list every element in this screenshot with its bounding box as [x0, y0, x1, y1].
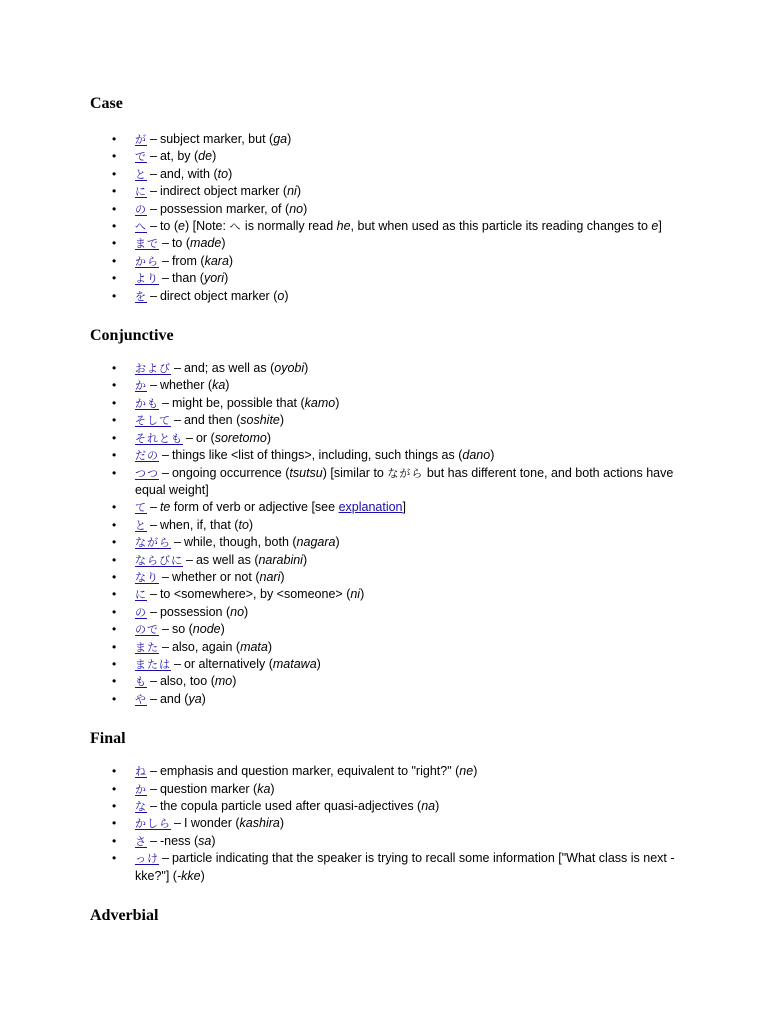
list-item: • っけ – particle indicating that the speaker is trying to recall some information ["What class is next -kke?"] (-kke)	[90, 850, 680, 885]
section-heading: Adverbial	[90, 907, 159, 925]
particle-link[interactable]: の	[135, 202, 147, 216]
list-item: • に – to <somewhere>, by <someone> (ni)	[90, 586, 680, 603]
particle-link[interactable]: そして	[135, 414, 171, 428]
list-item: • および – and; as well as (oyobi)	[90, 360, 680, 377]
list-item: • だの – things like <list of things>, including, such things as (dano)	[90, 447, 680, 464]
particle-list	[90, 131, 680, 305]
particle-link[interactable]: ならびに	[135, 553, 183, 567]
particle-link[interactable]: の	[135, 605, 147, 619]
section-final	[90, 728, 680, 885]
list-item: • より – than (yori)	[90, 270, 680, 287]
particle-list	[90, 763, 680, 885]
list-item: • ながら – while, though, both (nagara)	[90, 534, 680, 551]
list-item: • そして – and then (soshite)	[90, 412, 680, 429]
particle-link[interactable]: も	[135, 675, 147, 689]
list-item: • へ – to (e) [Note: へ is normally read he, but when used as this particle its reading changes to e]	[90, 218, 680, 235]
list-item: • つつ – ongoing occurrence (tsutsu) [similar to ながら but has different tone, and both actions have equal weight]	[90, 465, 680, 500]
particle-link[interactable]: ながら	[135, 536, 171, 550]
particle-link[interactable]: つつ	[135, 466, 159, 480]
list-item: • それとも – or (soretomo)	[90, 430, 680, 447]
list-item: • も – also, too (mo)	[90, 673, 680, 690]
particle-link[interactable]: だの	[135, 449, 159, 463]
particle-link[interactable]: が	[135, 133, 147, 146]
particle-link[interactable]: から	[135, 254, 159, 268]
list-item: • から – from (kara)	[90, 253, 680, 270]
particle-link[interactable]: または	[135, 657, 171, 671]
list-item: • に – indirect object marker (ni)	[90, 183, 680, 200]
list-item: • て – te form of verb or adjective [see explanation]	[90, 499, 680, 516]
list-item: • ので – so (node)	[90, 621, 680, 638]
particle-link[interactable]: かも	[135, 396, 159, 410]
particle-link[interactable]: で	[135, 150, 147, 164]
particle-list	[90, 360, 680, 708]
particle-link[interactable]: なり	[135, 570, 159, 584]
list-item: • ね – emphasis and question marker, equivalent to "right?" (ne)	[90, 763, 680, 780]
section-adverbial	[90, 905, 680, 927]
particle-link[interactable]: また	[135, 640, 159, 654]
list-item: • なり – whether or not (nari)	[90, 569, 680, 586]
list-item: • な – the copula particle used after quasi-adjectives (na)	[90, 798, 680, 815]
list-item: • と – when, if, that (to)	[90, 517, 680, 534]
particle-link[interactable]: さ	[135, 834, 147, 848]
particle-link[interactable]: を	[135, 289, 147, 303]
list-item: • が – subject marker, but (ga)	[90, 131, 680, 148]
particle-link[interactable]: に	[135, 588, 147, 602]
article-body	[90, 93, 680, 927]
list-item: • また – also, again (mata)	[90, 639, 680, 656]
section-heading: Final	[90, 730, 126, 748]
list-item: • または – or alternatively (matawa)	[90, 656, 680, 673]
particle-link[interactable]: か	[135, 379, 147, 393]
list-item: • ならびに – as well as (narabini)	[90, 552, 680, 569]
list-item: • と – and, with (to)	[90, 166, 680, 183]
particle-link[interactable]: に	[135, 185, 147, 199]
explanation-link[interactable]: explanation	[338, 500, 403, 515]
particle-link[interactable]: かしら	[135, 817, 171, 831]
particle-link[interactable]: まで	[135, 237, 159, 251]
list-item: • や – and (ya)	[90, 691, 680, 708]
particle-link[interactable]: っけ	[135, 852, 159, 866]
list-item: • かしら – I wonder (kashira)	[90, 815, 680, 832]
list-item: • まで – to (made)	[90, 235, 680, 252]
particle-link[interactable]: や	[135, 692, 147, 706]
list-item: • の – possession (no)	[90, 604, 680, 621]
particle-link[interactable]: と	[135, 167, 147, 181]
list-item: • さ – -ness (sa)	[90, 833, 680, 850]
section-case	[90, 93, 680, 305]
particle-link[interactable]: か	[135, 782, 147, 796]
list-item: • を – direct object marker (o)	[90, 288, 680, 305]
particle-link[interactable]: より	[135, 272, 159, 286]
particle-link[interactable]: な	[135, 800, 147, 813]
section-heading: Conjunctive	[90, 327, 174, 345]
section-heading: Case	[90, 95, 123, 112]
section-conjunctive	[90, 325, 680, 708]
particle-link[interactable]: それとも	[135, 431, 183, 445]
list-item: • か – whether (ka)	[90, 377, 680, 394]
list-item: • で – at, by (de)	[90, 148, 680, 165]
list-item: • の – possession marker, of (no)	[90, 201, 680, 218]
particle-link[interactable]: と	[135, 518, 147, 532]
particle-link[interactable]: ね	[135, 765, 147, 779]
particle-link[interactable]: て	[135, 501, 147, 515]
particle-link[interactable]: へ	[135, 220, 147, 234]
particle-link[interactable]: ので	[135, 623, 159, 637]
particle-link[interactable]: および	[135, 362, 171, 376]
list-item: • かも – might be, possible that (kamo)	[90, 395, 680, 412]
list-item: • か – question marker (ka)	[90, 781, 680, 798]
